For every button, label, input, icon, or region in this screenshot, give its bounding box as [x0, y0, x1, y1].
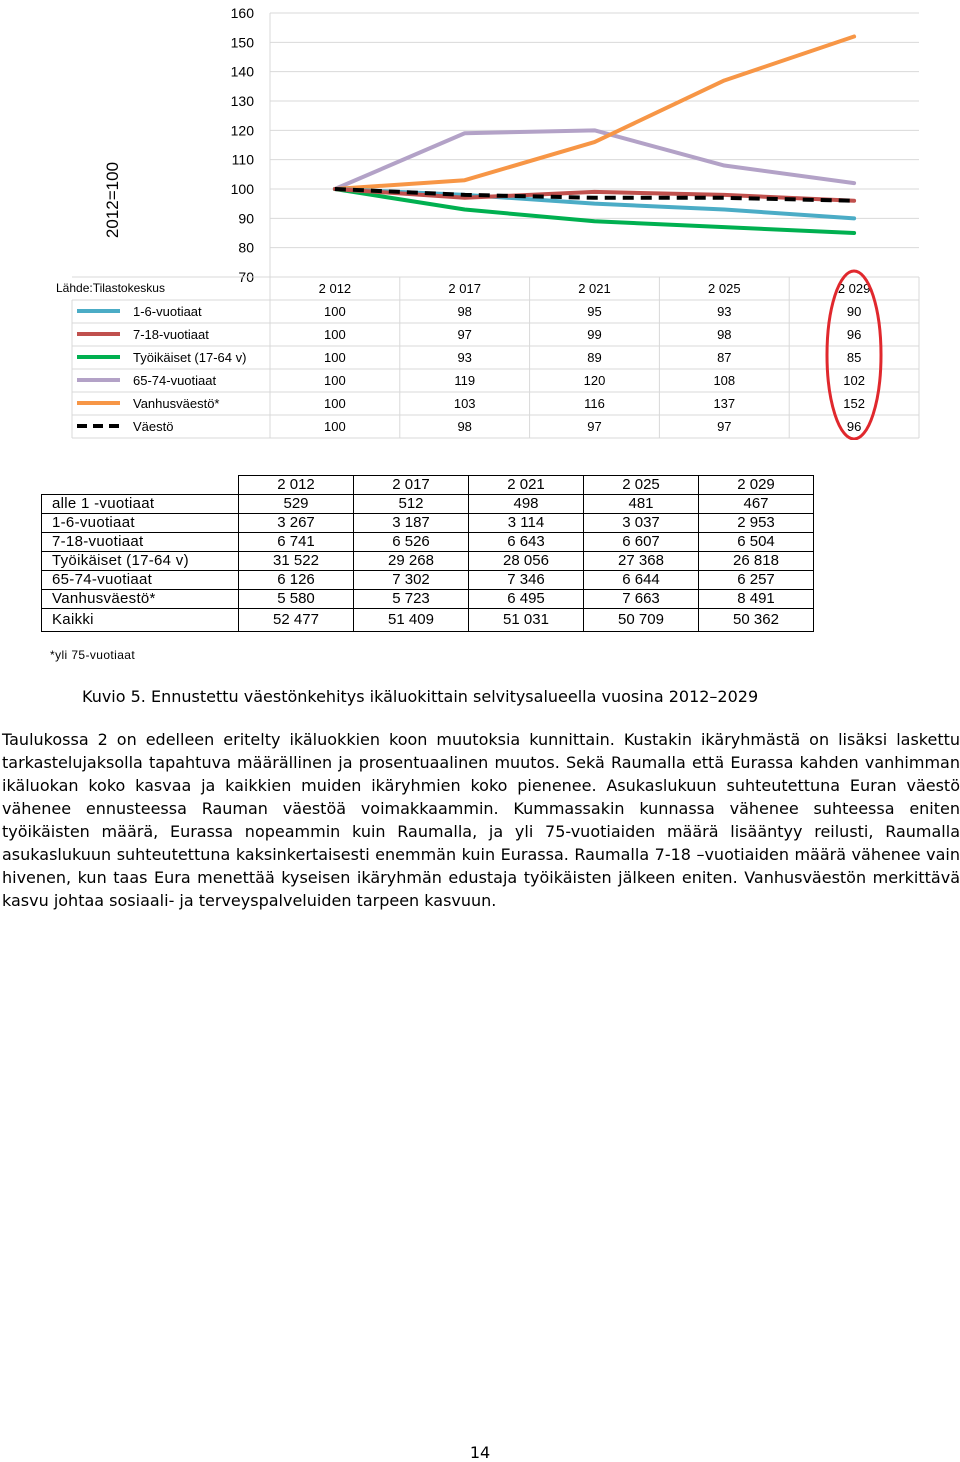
data-label: 87: [717, 350, 732, 365]
table-row-label: Vanhusväestö*: [42, 590, 239, 609]
table-row: [42, 533, 814, 552]
data-label: 108: [713, 373, 736, 388]
y-tick-label: 120: [230, 122, 254, 139]
table-cell: 467: [699, 495, 814, 514]
table-row-label: 7-18-vuotiaat: [42, 533, 239, 552]
data-label: 96: [846, 419, 862, 434]
data-label: 99: [587, 327, 602, 342]
x-tick-label: 2 025: [708, 281, 741, 296]
y-tick-label: 100: [230, 181, 254, 197]
y-tick-label: 70: [238, 269, 254, 285]
y-tick-label: 150: [230, 34, 254, 51]
table-cell: 6 643: [469, 533, 584, 552]
table-cell: 29 268: [354, 552, 469, 571]
data-label: 98: [457, 304, 472, 319]
data-label: 100: [324, 304, 346, 319]
table-cell: 3 114: [469, 514, 584, 533]
data-label: 98: [717, 327, 732, 342]
table-row: [42, 552, 814, 571]
table-header-row: [42, 476, 814, 495]
table-row-label: 65-74-vuotiaat: [42, 571, 239, 590]
data-label: 97: [587, 419, 602, 434]
x-tick-label: 2 029: [837, 281, 871, 296]
y-tick-label: 140: [230, 63, 254, 80]
legend-label: Työikäiset (17-64 v): [133, 350, 247, 365]
table-cell: 529: [239, 495, 354, 514]
data-table-header: [319, 281, 871, 296]
data-label: 93: [717, 304, 732, 319]
table-cell: 3 037: [584, 514, 699, 533]
table-cell: 498: [469, 495, 584, 514]
table-cell: 6 644: [584, 571, 699, 590]
table-cell: 7 302: [354, 571, 469, 590]
y-tick-label: 130: [230, 93, 254, 109]
data-label: 85: [846, 350, 862, 365]
table-cell: 7 663: [584, 590, 699, 609]
table-cell: 6 126: [239, 571, 354, 590]
y-tick-label: 110: [231, 151, 254, 168]
table-corner: [42, 476, 239, 495]
table-cell: 50 362: [699, 609, 814, 632]
y-tick-label: 90: [238, 210, 254, 227]
table-cell: 28 056: [469, 552, 584, 571]
table-cell: 5 580: [239, 590, 354, 609]
table-row-label: Kaikki: [42, 609, 239, 632]
data-label: 152: [843, 396, 865, 411]
table-cell: 481: [584, 495, 699, 514]
y-tick-label: 80: [238, 239, 254, 256]
source-label: Lähde:Tilastokeskus: [56, 281, 165, 295]
data-label: 97: [457, 327, 472, 342]
table-header-year: 2 021: [469, 476, 584, 495]
table-row-label: Työikäiset (17-64 v): [42, 552, 239, 571]
legend-label: 1-6-vuotiaat: [133, 304, 202, 319]
data-label: 90: [846, 304, 862, 319]
population-table: [41, 475, 814, 632]
table-cell: 7 346: [469, 571, 584, 590]
table-cell: 27 368: [584, 552, 699, 571]
table-cell: 6 257: [699, 571, 814, 590]
table-row: [42, 590, 814, 609]
chart-grid: [270, 13, 919, 277]
table-cell: 512: [354, 495, 469, 514]
series-lines: [335, 36, 854, 233]
data-label: 119: [454, 373, 476, 388]
table-cell: 6 526: [354, 533, 469, 552]
table-cell: 3 267: [239, 514, 354, 533]
table-row-label: alle 1 -vuotiaat: [42, 495, 239, 514]
page-number: 14: [469, 1443, 491, 1462]
legend-label: 65-74-vuotiaat: [133, 373, 217, 388]
legend-label: Väestö: [133, 419, 174, 434]
data-label: 103: [453, 396, 476, 411]
table-header-year: 2 012: [239, 476, 354, 495]
data-label: 100: [324, 350, 346, 365]
table-cell: 3 187: [354, 514, 469, 533]
table-cell: 51 409: [354, 609, 469, 632]
table-cell: 8 491: [699, 590, 814, 609]
data-label: 100: [324, 327, 346, 342]
legend-label: 7-18-vuotiaat: [133, 327, 209, 342]
data-label: 102: [843, 373, 865, 388]
line-chart: [0, 0, 960, 440]
x-tick-label: 2 017: [448, 281, 481, 296]
data-label: 137: [713, 396, 736, 411]
table-footnote: *yli 75-vuotiaat: [50, 648, 136, 662]
figure-caption: Kuvio 5. Ennustettu väestönkehitys ikäluokittain selvitysalueella vuosina 2012–2029: [82, 687, 759, 706]
data-label: 97: [717, 419, 732, 434]
data-label: 100: [324, 396, 346, 411]
data-label: 89: [587, 350, 602, 365]
data-label: 95: [587, 304, 602, 319]
table-row: [42, 514, 814, 533]
table-cell: 31 522: [239, 552, 354, 571]
x-tick-label: 2 012: [318, 281, 352, 296]
table-row-total: [42, 609, 814, 632]
table-cell: 6 607: [584, 533, 699, 552]
data-label: 100: [324, 373, 346, 388]
table-cell: 6 495: [469, 590, 584, 609]
series-line: [335, 36, 854, 189]
table-header-year: 2 025: [584, 476, 699, 495]
table-cell: 51 031: [469, 609, 584, 632]
legend-label: Vanhusväestö*: [133, 396, 220, 411]
data-label: 120: [583, 373, 606, 388]
y-tick-label: 160: [230, 5, 254, 21]
table-cell: 26 818: [699, 552, 814, 571]
x-tick-label: 2 021: [578, 281, 611, 296]
body-paragraph: Taulukossa 2 on edelleen eritelty ikäluokkien koon muutoksia kunnittain. Kustakin ikäryhmästä on lisäksi laskettu tarkastelujaksolla tapahtuva määrällinen ja prosentuaalinen muutos. Sekä Raumalla että Eurassa kahden vanhimman ikäluokan koko kasvaa ja kaikkien muiden ikäryhmien koko pienenee. Asukaslukuun suhteutettuna Euran väestö vähenee ennusteessa Rauman väestöä voimakkaammin. Kummassakin kunnassa vähenee suhteessa eniten työikäisten määrä, Eurassa nopeammin kuin Raumalla, ja yli 75-vuotiaiden määrä lisääntyy reilusti, Raumalla asukaslukuun suhteutettuna kaksinkertaisesti enemmän kuin Eurassa. Raumalla 7-18 –vuotiaiden määrä vähenee vain hivenen, kun taas Eura menettää kyseisen ikäryhmän edustaja työikäisten jälkeen eniten. Vanhusväestön merkittävä kasvu johtaa sosiaali- ja terveyspalveluiden tarpeen kasvuun.: [2, 730, 960, 910]
table-cell: 50 709: [584, 609, 699, 632]
table-header-year: 2 029: [699, 476, 814, 495]
table-cell: 5 723: [354, 590, 469, 609]
table-cell: 52 477: [239, 609, 354, 632]
table-cell: 6 741: [239, 533, 354, 552]
table-cell: 6 504: [699, 533, 814, 552]
data-label: 93: [457, 350, 472, 365]
data-label: 98: [457, 419, 472, 434]
y-axis-ticks: [231, 5, 255, 285]
table-row: [42, 571, 814, 590]
table-row: [42, 495, 814, 514]
table-header-year: 2 017: [354, 476, 469, 495]
data-label: 100: [324, 419, 346, 434]
table-cell: 2 953: [699, 514, 814, 533]
y-axis-label: 2012=100: [103, 161, 122, 239]
table-row-label: 1-6-vuotiaat: [42, 514, 239, 533]
data-label: 96: [846, 327, 862, 342]
data-label: 116: [584, 396, 605, 411]
